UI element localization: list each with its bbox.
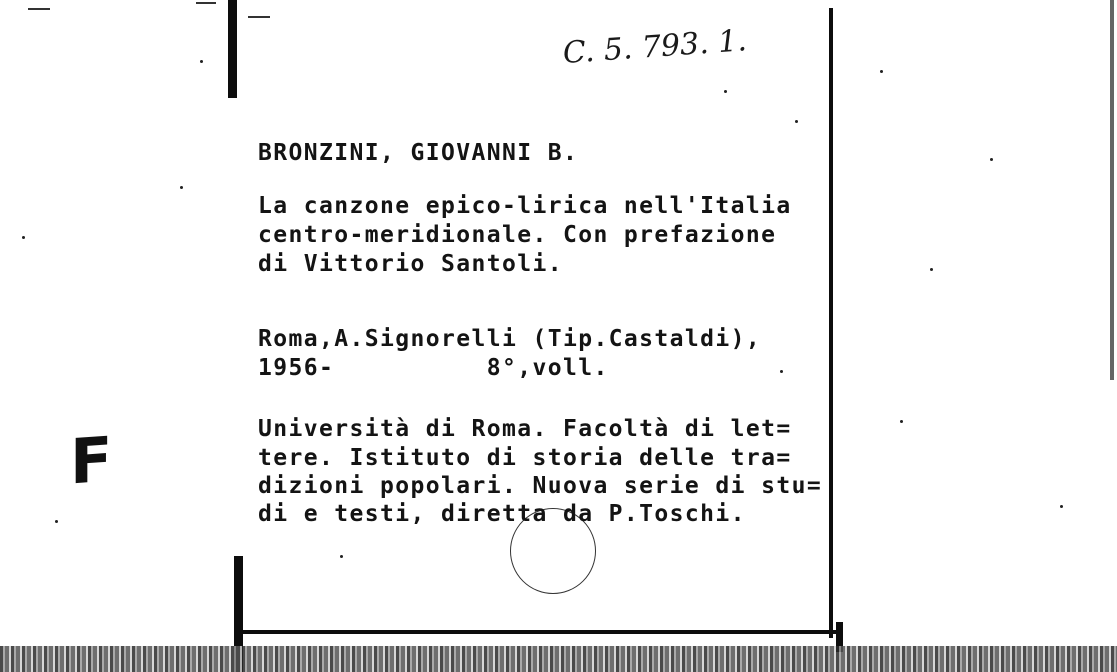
speck: [180, 186, 183, 189]
shelfmark: C. 5. 793. 1.: [561, 23, 748, 71]
author-heading: BRONZINI, GIOVANNI B.: [258, 140, 579, 166]
series-line: di e testi, diretta da P.Toschi.: [258, 501, 746, 527]
speck: [795, 120, 798, 123]
series-line: dizioni popolari. Nuova serie di stu=: [258, 473, 823, 499]
speck: [22, 236, 25, 239]
speck: [55, 520, 58, 523]
speck: [200, 60, 203, 63]
title-line: La canzone epico-lirica nell'Italia: [258, 193, 792, 219]
speck: [340, 555, 343, 558]
series-line: Università di Roma. Facoltà di let=: [258, 416, 792, 442]
speck: [900, 420, 903, 423]
speck: [880, 70, 883, 73]
title-line: di Vittorio Santoli.: [258, 251, 563, 277]
speck: [930, 268, 933, 271]
speck: [1060, 505, 1063, 508]
card-right-edge: [829, 8, 833, 638]
scan-right-edge: [1110, 0, 1114, 380]
scan-mark: [196, 2, 216, 4]
scan-mark: [248, 16, 270, 18]
index-tab-letter: F: [70, 422, 113, 499]
card-bottom-edge: [243, 630, 843, 634]
imprint-line: Roma,A.Signorelli (Tip.Castaldi),: [258, 326, 762, 352]
card-left-edge: [228, 0, 237, 98]
title-line: centro-meridionale. Con prefazione: [258, 222, 777, 248]
scan-bottom-border: [0, 646, 1117, 672]
speck: [724, 90, 727, 93]
imprint-line: 1956- 8°,voll.: [258, 355, 609, 381]
speck: [990, 158, 993, 161]
series-line: tere. Istituto di storia delle tra=: [258, 445, 792, 471]
speck: [780, 370, 783, 373]
scan-mark: [28, 8, 50, 10]
